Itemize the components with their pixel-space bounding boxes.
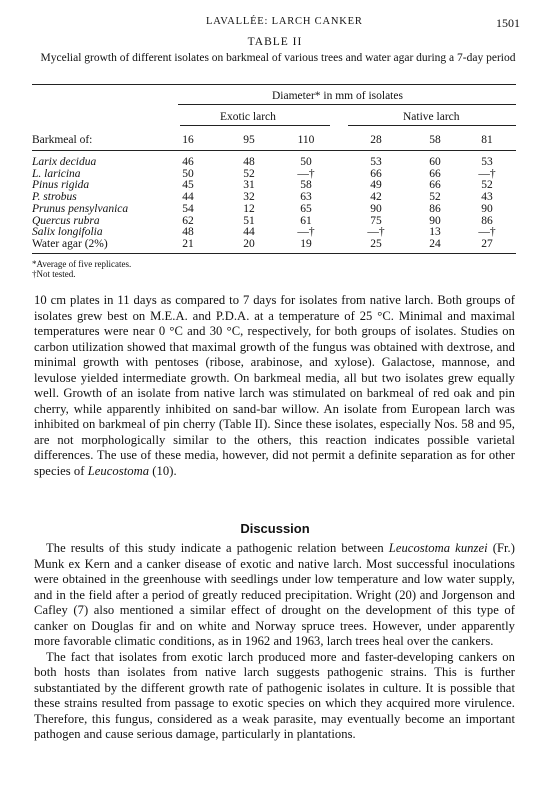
table-cell: 19 bbox=[300, 237, 312, 250]
exotic-larch-header: Exotic larch bbox=[220, 111, 276, 123]
table-cell: 86 bbox=[481, 214, 493, 227]
table-cell: 45 bbox=[182, 179, 194, 192]
table-cell: 60 bbox=[429, 156, 441, 168]
section-heading: Discussion bbox=[240, 521, 310, 536]
table-cell: 20 bbox=[243, 237, 255, 250]
table-cell: 90 bbox=[481, 202, 493, 215]
table-cell: 90 bbox=[429, 214, 441, 227]
table-cell: 66 bbox=[370, 167, 382, 180]
table-cell: 43 bbox=[481, 191, 493, 204]
column-header: 110 bbox=[297, 134, 315, 146]
table-cell: 66 bbox=[429, 167, 441, 180]
table-cell: —† bbox=[297, 167, 315, 180]
table-cell: 52 bbox=[429, 191, 441, 204]
stub-header: Barkmeal of: bbox=[32, 134, 93, 146]
row-label: Water agar (2%) bbox=[32, 237, 108, 250]
table-cell: 90 bbox=[370, 202, 382, 215]
running-head bbox=[30, 16, 520, 32]
table-cell: 44 bbox=[182, 191, 194, 204]
row-label: Salix longifolia bbox=[32, 226, 103, 239]
column-header: 81 bbox=[481, 134, 493, 146]
table-cell: 86 bbox=[429, 202, 441, 215]
paragraph-text: The fact that isolates from exotic larch produced more and faster-developing cankers on both hosts than isolates from native larch suggests pathogenic strains. This is further substantiated by the different growth rate of pathogenic isolates in culture. It is possible that these strains resulted from passage to exotic species on which they acquired more virulence. Therefore, this fungus, considered as a weak parasite, may eventually become an important pathogen and cause serious damage, particularly in plantations. bbox=[34, 649, 515, 741]
table-footnote: *Average of five replicates. bbox=[32, 259, 132, 269]
spanner-header: Diameter* in mm of isolates bbox=[272, 90, 403, 102]
table-cell: 32 bbox=[243, 191, 255, 204]
row-label: Pinus rigida bbox=[32, 179, 90, 192]
table-cell: 54 bbox=[182, 202, 194, 215]
table-cell: 53 bbox=[370, 156, 382, 168]
table-cell: 63 bbox=[300, 191, 312, 204]
table-cell: 48 bbox=[182, 226, 194, 239]
exotic-group-rule bbox=[180, 125, 330, 126]
native-group-rule bbox=[348, 125, 516, 126]
row-label: Prunus pensylvanica bbox=[32, 202, 129, 215]
table-cell: —† bbox=[297, 226, 315, 239]
column-header: 16 bbox=[182, 134, 194, 146]
table-cell: 42 bbox=[370, 191, 382, 204]
table-label: TABLE II bbox=[247, 36, 303, 48]
table-cell: 12 bbox=[243, 202, 255, 215]
table-cell: 46 bbox=[182, 156, 194, 168]
table-cell: 62 bbox=[182, 214, 194, 227]
table-cell: —† bbox=[478, 226, 496, 239]
column-header: 28 bbox=[370, 134, 382, 146]
table-cell: —† bbox=[478, 167, 496, 180]
row-label: L. laricina bbox=[32, 167, 81, 180]
row-label: Quercus rubra bbox=[32, 214, 100, 227]
paragraph-text: (10). bbox=[149, 463, 177, 478]
table-cell: 66 bbox=[429, 179, 441, 192]
table-cell: 61 bbox=[300, 214, 312, 227]
table-cell: 53 bbox=[481, 156, 493, 168]
running-head-title: LAVALLÉE: LARCH CANKER bbox=[206, 16, 363, 27]
table-cell: 51 bbox=[243, 214, 255, 227]
table-bottom-rule bbox=[32, 253, 516, 254]
native-larch-header: Native larch bbox=[403, 111, 460, 123]
table-caption: Mycelial growth of different isolates on barkmeal of various trees and water agar during a 7-day period bbox=[40, 52, 516, 64]
header-bottom-rule bbox=[32, 150, 516, 151]
paragraph-text: 10 cm plates in 11 days as compared to 7 days for isolates from native larch. Both groups of isolates grew best on M.E.A. and P.D.A. at a temperature of 25 °C. Minimal and maximal temperatures were near 0 °C and 30 °C, respectively, for both groups of isolates. Studies on carbon utilization showed that maximal growth of the fungus was obtained with dextrose, and minimal growth with pentoses (ribose, arabinose, and xylose). Galactose, mannose, and levulose yielded intermediate growth. On barkmeal media, all but two isolates grew equally well. Growth of an isolate from native larch was stimulated on barkmeal of red oak and pin cherry, while apparently inhibited on sand-bar willow. An isolate from European larch was inhibited on barkmeal of pin cherry (Table II). Since these isolates, especially Nos. 58 and 95, are not morphologically similar to the others, this reaction indicates possible varietal differences. The use of these media, however, did not permit a definite separation as for other species of bbox=[34, 293, 515, 478]
row-label: P. strobus bbox=[32, 191, 77, 204]
paragraph-text: (Fr.) Munk ex Kern and a canker disease of exotic and native larch. Most successful inoculations were obtained in the greenhouse with seedlings under low temperature and low water supply, and in the field after a period of greatly reduced precipitation. Wright (20) and Jorgenson and Cafley (7) also mentioned a similar effect of drought on the development of this type of canker on Douglas fir and on white and Norway spruce trees. However, under apparently more favorable climatic conditions, as in 1962 and 1963, larch trees heal over the cankers. bbox=[34, 541, 515, 648]
table-cell: 31 bbox=[243, 179, 255, 192]
table-cell: 65 bbox=[300, 202, 312, 215]
paragraph-discussion bbox=[34, 541, 515, 743]
table-cell: 52 bbox=[243, 167, 255, 180]
table-cell: 13 bbox=[429, 226, 441, 239]
table-cell: —† bbox=[367, 226, 385, 239]
paragraph-results bbox=[34, 293, 515, 479]
table-cell: 75 bbox=[370, 214, 382, 227]
table-cell: 48 bbox=[243, 156, 255, 168]
table-top-rule bbox=[32, 84, 516, 85]
table-cell: 52 bbox=[481, 179, 493, 192]
table-cell: 50 bbox=[300, 156, 312, 168]
paragraph-text: The results of this study indicate a pathogenic relation between bbox=[46, 541, 389, 555]
page-number: 1501 bbox=[496, 16, 520, 30]
table-cell: 49 bbox=[370, 179, 382, 192]
spanner-rule bbox=[178, 104, 516, 105]
column-header: 95 bbox=[243, 134, 255, 146]
row-label: Larix decidua bbox=[32, 156, 97, 168]
species-name: Leucostoma kunzei bbox=[388, 541, 488, 555]
genus-name: Leucostoma bbox=[87, 463, 150, 478]
table-cell: 50 bbox=[182, 167, 194, 180]
table-cell: 44 bbox=[243, 226, 255, 239]
table-cell: 25 bbox=[370, 237, 382, 250]
table-cell: 58 bbox=[300, 179, 312, 192]
table-cell: 21 bbox=[182, 237, 194, 250]
table-cell: 27 bbox=[481, 237, 493, 250]
column-header: 58 bbox=[429, 134, 441, 146]
table-cell: 24 bbox=[429, 237, 441, 250]
table-footnote: †Not tested. bbox=[32, 269, 76, 279]
